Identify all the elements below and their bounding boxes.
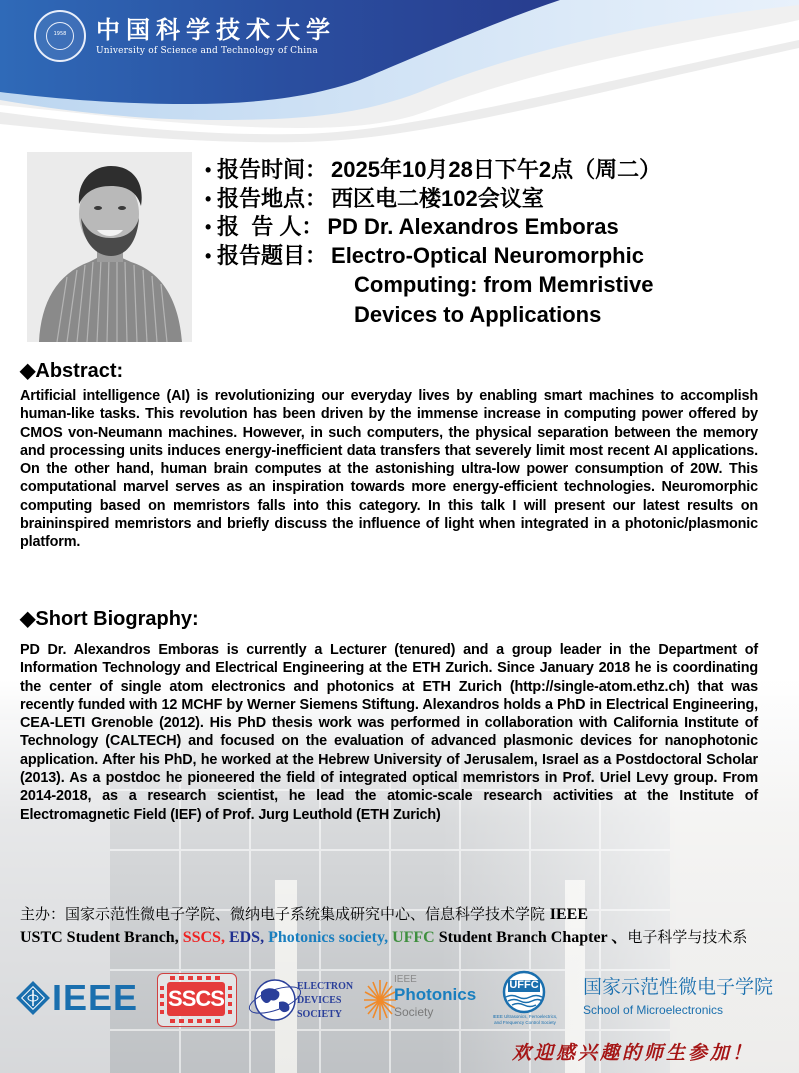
sponsor-logos [0, 970, 799, 1032]
info-title-line-3: Devices to Applications [354, 302, 602, 327]
globe-icon [245, 978, 301, 1026]
uffc-circle-icon [496, 970, 552, 1014]
biography-text: PD Dr. Alexandros Emboras is currently a Lecturer (tenured) and a group leader in the Department of Information Technology and Electrical Engineering at the ETH Zurich. Since January 2018 he is coordinating the center of single atom electronics and photonics at ETH Zurich (http://single-atom.ethz.ch) that was recently funded with 12 MCHF by Werner Siemens Stiftung. Alexandros holds a PhD in Electrical Engineering, CEA-LETI Grenoble (2012). His PhD thesis work was performed in collaboration with California Institute of Technology (CALTECH) and focused on the evaluation of advanced plasmonic devices for nanophotonic application. After his PhD, he worked at the Hebrew University of Jerusalem, Israel as a Postdoctoral Scholar (2013). As a postdoc he pioneered the field of integrated optical memristors in Prof. Uriel Levy group. From 2014-2018, as a research scientist, he lead the atomic-scale research activities at the Institute of Electromagnetic Field (IEF) of Prof. Jurg Leuthold (ETH Zurich) [20, 642, 758, 823]
info-location: • 报告地点： 西区电二楼102会议室 [205, 185, 544, 211]
info-title-line-2: Computing: from Memristive [354, 272, 654, 297]
photonics-society-logo: IEEE Photonics Society [362, 974, 482, 1026]
ieee-diamond-icon [16, 981, 50, 1015]
abstract-heading: ◆Abstract: [20, 360, 124, 382]
info-title: • 报告题目： Electro-Optical Neuromorphic [205, 242, 644, 268]
university-name-en: University of Science and Technology of China [96, 46, 318, 56]
sponsor-eds: EDS, [228, 929, 269, 946]
eds-logo: ELECTRON DEVICES SOCIETY [245, 978, 365, 1026]
uffc-logo: UFFC IEEE Ultrasonics, Ferroelectrics, and Frequency Control Society [490, 970, 570, 1030]
talk-info [205, 156, 795, 330]
school-of-microelectronics-logo: 国家示范性微电子学院 School of Microelectronics [583, 976, 774, 1017]
starburst-icon [362, 976, 398, 1024]
sponsor-sscs: SSCS, [182, 929, 229, 946]
sponsor-photonics: Photonics society, [268, 929, 393, 946]
sscs-logo: SSCS [157, 973, 237, 1027]
abstract-text: Artificial intelligence (AI) is revolutionizing our everyday lives by enabling smart machines to accomplish human-like tasks. This revolution has been driven by the immense increase in computing power offered by CMOS von-Neumann machines. However, in such computers, the physical separation between the memory and processing units induces energy-inefficient data transfers that severely limit most recent AI applications. On the other hand, human brain computes at the astonishing ultra-low power consumption of 20W. This computational marvel serves as an inspiration towards more energy-efficient technologies. Neuromorphic computing based on memristors falls into this category. In this talk I will present our latest results on braininspired memristors and briefly discuss the influence of light when integrated in a photonic/plasmonic platform. [20, 388, 758, 551]
university-name-cn: 中国科学技术大学 [96, 15, 336, 44]
sponsor-uffc: UFFC [392, 929, 435, 946]
header-banner [0, 0, 799, 150]
university-logo [34, 10, 336, 62]
sponsors-text: 主办：国家示范性微电子学院、微纳电子系统集成研究中心、信息科学技术学院 IEEE USTC Student Branch, SSCS, EDS, Photonics society, UFFC Student Branch Chapter 、电子科学与技术系 [20, 905, 748, 946]
info-time: • 报告时间： 2025年10月28日下午2点（周二） [205, 157, 662, 182]
info-speaker: • 报 告 人： PD Dr. Alexandros Emboras [205, 214, 619, 239]
ieee-logo: IEEE [16, 978, 138, 1018]
biography-heading: ◆Short Biography: [20, 608, 199, 630]
speaker-photo [27, 152, 192, 342]
closing-invitation: 欢迎感兴趣的师生参加！ [512, 1042, 755, 1064]
university-seal-icon: 1958 [34, 10, 86, 62]
